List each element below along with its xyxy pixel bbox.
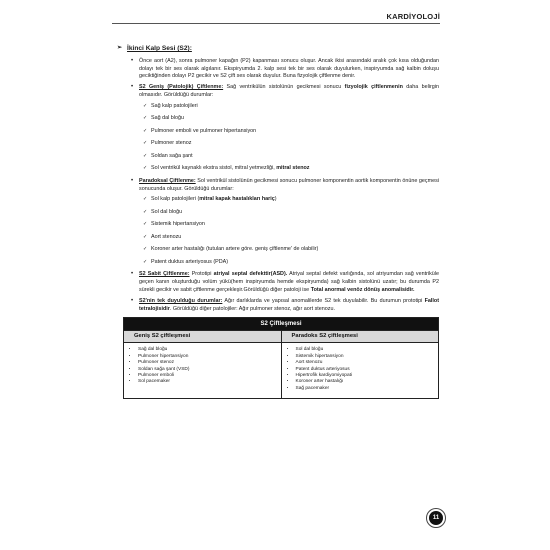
- list-item: ✓ Pulmoner stenoz: [143, 140, 192, 147]
- single-s2-text: S2'nin tek duyulduğu durumlar: Ağır darlıklarda ve yapısal anomalilerde S2 tek duyulabilir. Bu durumun prototipi Fallot tetralojisidir. Görüldüğü diğer patolojiler: Ağır pulmoner stenoz, ağır aort stenozu.: [139, 297, 440, 312]
- fixed-split-paragraph: [131, 271, 439, 294]
- list-item: • Koroner arter hastalığı: [296, 379, 439, 385]
- wide-split-desc-bold: fizyolojik çiftlenmenin: [344, 84, 403, 91]
- checkmark-icon: ✓: [143, 102, 148, 109]
- checkmark-icon: ✓: [143, 208, 148, 215]
- bullet-icon: •: [131, 177, 134, 184]
- checkmark-icon: ✓: [143, 221, 148, 228]
- list-item: • Patent duktus arteriyosus: [296, 367, 439, 373]
- table-cell-right: [281, 343, 439, 399]
- list-item: ✓ Soldan sağa şant: [143, 152, 193, 159]
- list-item: ✓ Aort stenozu: [143, 233, 182, 240]
- table-column-header-left: Geniş S2 çiftleşmesi: [124, 331, 282, 343]
- list-item: ✓ Sol ventrikül kaynaklı ekstra sistol, mitral yetmezliği, mitral stenoz: [143, 165, 310, 172]
- running-header-title: KARDİYOLOJİ: [386, 12, 440, 21]
- s2-splitting-table: [123, 317, 439, 399]
- wide-split-table-list: [124, 347, 281, 385]
- wide-split-label: S2 Geniş (Patolojik) Çiftlenme:: [139, 84, 224, 91]
- list-item: • Sol dal bloğu: [296, 347, 439, 353]
- arrow-bullet-icon: ➢: [117, 45, 123, 51]
- list-item: ✓ Sistemik hipertansiyon: [143, 221, 205, 228]
- list-item: • Aort stenozu: [296, 360, 439, 366]
- checkmark-icon: ✓: [143, 196, 148, 203]
- section-title: İkinci Kalp Sesi (S2):: [127, 45, 192, 52]
- list-item: • Pulmoner emboli: [138, 373, 281, 379]
- paradox-split-table-list: [282, 347, 439, 392]
- checkmark-icon: ✓: [143, 165, 148, 172]
- table-title: S2 Çiftleşmesi: [124, 318, 439, 331]
- table-column-header-right: Paradoks S2 çiftleşmesi: [281, 331, 439, 343]
- section-heading: [117, 45, 439, 53]
- wide-split-desc-a: Sağ ventrikülün sistolünün gecikmesi sonucu: [223, 84, 345, 91]
- list-item: • Sağ pacemaker: [296, 386, 439, 392]
- page-number: 11: [429, 511, 443, 525]
- list-item: • Sol pacemaker: [138, 379, 281, 385]
- table-cell-left: [124, 343, 282, 399]
- single-s2-label: S2'nin tek duyulduğu durumlar:: [139, 297, 223, 304]
- list-item: ✓ Koroner arter hastalığı (tutulan artere göre. geniş çiftlenme' de olabilir): [143, 246, 319, 253]
- intro-text: Önce aort (A2), sonra pulmoner kapağın (P2) kapanması sonucu oluşur. Ancak ikisi arasındaki aralık çok kısa olduğundan dolayı tek bir ses olarak algılanır. Ekspiryumda 2. kalp sesi tek bir ses olarak duyulurken, inspiryumda sağ kalbin doluşu geciktiğinden dolayı P2 gecikir ve S2 çift ses olarak duyulur. Buna fizyolojik çiftlenme denir.: [139, 57, 439, 80]
- bullet-icon: •: [131, 271, 134, 278]
- bullet-icon: •: [131, 297, 134, 304]
- list-item: ✓ Sol dal bloğu: [143, 208, 183, 215]
- paradox-split-list: [117, 196, 439, 271]
- checkmark-icon: ✓: [143, 140, 148, 147]
- fixed-split-label: S2 Sabit Çiftlenme:: [139, 271, 190, 278]
- checkmark-icon: ✓: [143, 127, 148, 134]
- checkmark-icon: ✓: [143, 246, 148, 253]
- checkmark-icon: ✓: [143, 233, 148, 240]
- checkmark-icon: ✓: [143, 152, 148, 159]
- list-item: • Pulmoner hipertansiyon: [138, 354, 281, 360]
- paradox-split-paragraph: [131, 178, 439, 194]
- list-item: ✓ Sağ dal bloğu: [143, 115, 184, 122]
- wide-split-paragraph: [131, 84, 439, 100]
- checkmark-icon: ✓: [143, 258, 148, 265]
- fixed-split-text: S2 Sabit Çiftlenme: Prototipi atriyal septal defekttir(ASD). Atriyal septal defekt varlığında, sol atriyumdan sağ ventriküle geçen kanın oluşturduğu volüm yükü(hem inspiryumda hemde ekspiryumda) sağ kalbin sistolünü uzatır; bu durumda P2 sürekli gecikir ve sabit çiftlenme gerçekleşir.Görüldüğü diğer patoloji ise Total anormal venöz dönüş anomalisidir.: [139, 271, 439, 293]
- wide-split-text: [139, 84, 439, 100]
- header-rule: [112, 23, 440, 24]
- paradox-split-label: Paradoksal Çiftlenme:: [139, 177, 196, 184]
- wide-split-list: [117, 103, 439, 178]
- list-item: • Sağ dal bloğu: [138, 347, 281, 353]
- paradox-split-text: Paradoksal Çiftlenme: Sol ventrikül sistolünün gecikmesi sonucu pulmoner komponentin aortik komponentin önüne geçmesi sonucunda oluşur. Görüldüğü durumlar:: [139, 177, 439, 192]
- list-item: • Hipertrofik kardiyomiyopati: [296, 373, 439, 379]
- list-item: ✓ Sağ kalp patolojileri: [143, 102, 198, 109]
- wide-split-desc-c: daha belirgin olmasıdır. Görüldüğü durumlar:: [139, 84, 440, 98]
- checkmark-icon: ✓: [143, 115, 148, 122]
- list-item: • Pulmoner stenoz: [138, 360, 281, 366]
- list-item: • Sistemik hipertansiyon: [296, 354, 439, 360]
- page-content: [117, 45, 439, 399]
- bullet-icon: •: [131, 84, 134, 91]
- intro-paragraph: [131, 58, 439, 81]
- list-item: • Soldan sağa şant (VSD): [138, 367, 281, 373]
- list-item: ✓ Patent duktus arteriyosus (PDA): [143, 258, 228, 265]
- single-s2-paragraph: [131, 298, 439, 314]
- list-item: ✓ Pulmoner emboli ve pulmoner hipertansiyon: [143, 127, 257, 134]
- bullet-icon: •: [131, 57, 134, 64]
- list-item: ✓ Sol kalp patolojileri (mitral kapak hastalıkları hariç): [143, 196, 277, 203]
